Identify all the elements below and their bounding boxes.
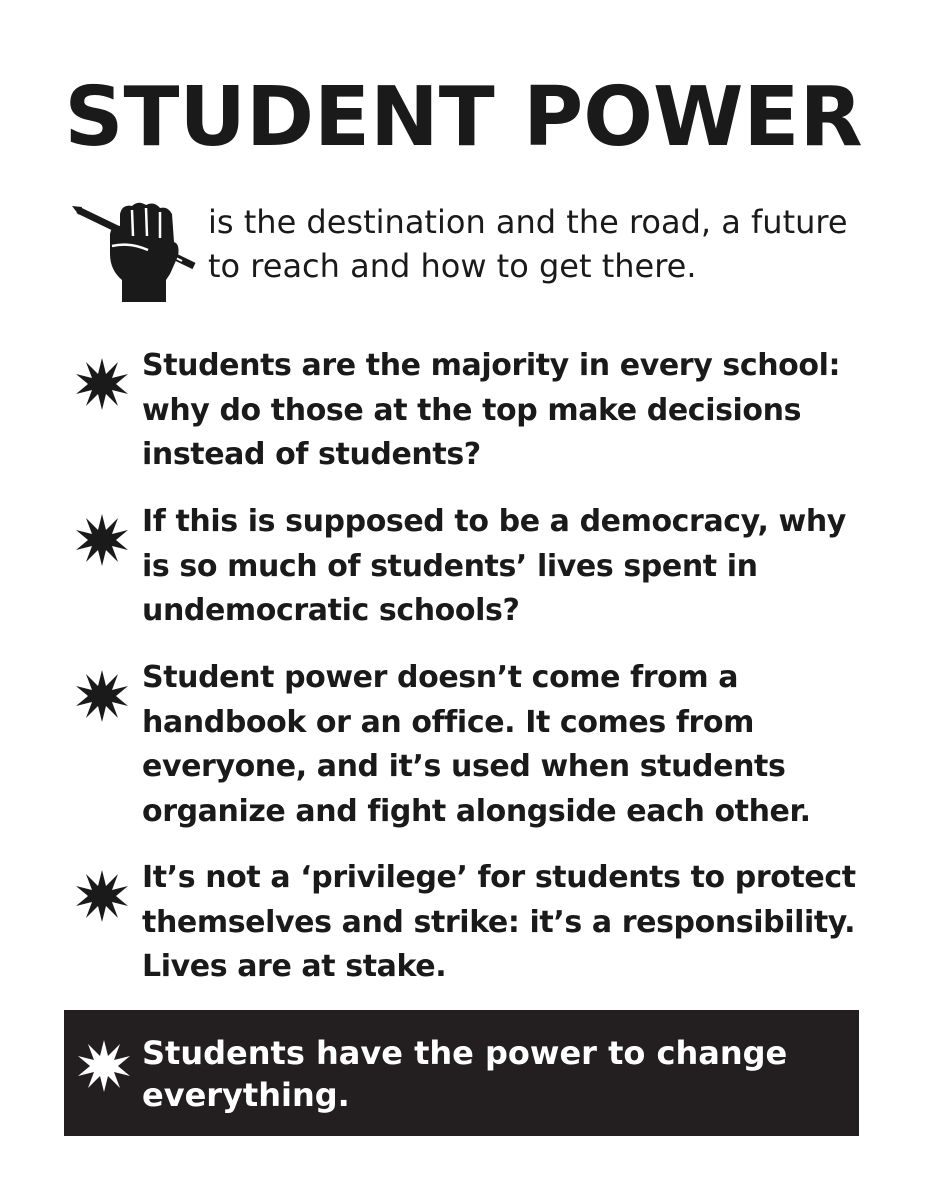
starburst-icon (74, 512, 130, 568)
starburst-icon (76, 1038, 132, 1094)
point-text: If this is supposed to be a democracy, why is so much of students’ lives spent in undemocratic schools? (142, 504, 846, 628)
final-statement-box (64, 1010, 859, 1136)
point-text: Students are the majority in every school: why do those at the top make decisions instead of students? (142, 348, 841, 472)
starburst-icon (74, 668, 130, 724)
starburst-icon (74, 868, 130, 924)
page-title: STUDENT POWER (64, 70, 863, 165)
final-statement-text: Students have the power to change everything. (142, 1034, 788, 1114)
starburst-icon (74, 356, 130, 412)
raised-fist-with-pencil-icon (70, 196, 200, 308)
point-text: Student power doesn’t come from a handbook or an office. It comes from everyone, and it’s used when students organize and fight alongside each other. (142, 660, 811, 829)
intro-text: is the destination and the road, a future to reach and how to get there. (208, 203, 848, 285)
point-text: It’s not a ‘privilege’ for students to protect themselves and strike: it’s a responsibility. Lives are at stake. (142, 860, 856, 984)
